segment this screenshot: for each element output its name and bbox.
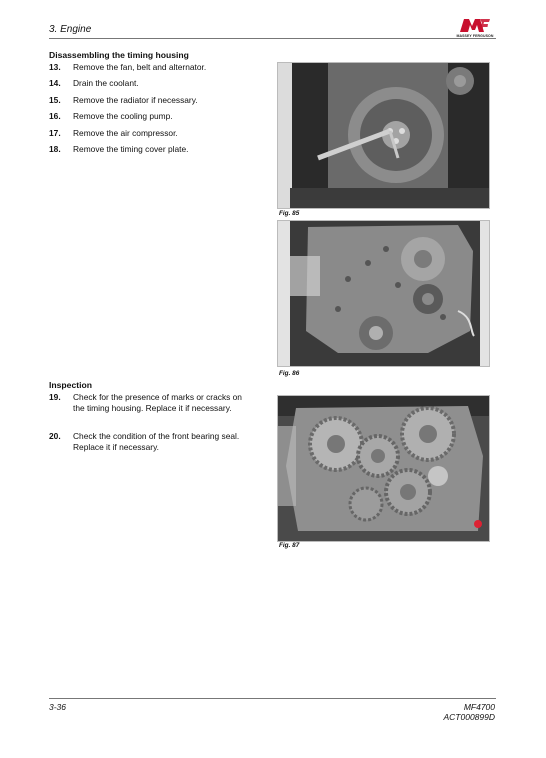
step-text: Remove the timing cover plate. xyxy=(73,144,189,154)
step-19 xyxy=(49,392,254,413)
step-number: 15. xyxy=(49,95,61,105)
step-text: Drain the coolant. xyxy=(73,78,139,88)
page-number: 3-36 xyxy=(49,702,67,712)
step-text: Remove the fan, belt and alternator. xyxy=(73,62,207,72)
figure-85-engine-pulley-photo xyxy=(277,62,490,209)
step-20 xyxy=(49,431,254,452)
figure-86-caption: Fig. 86 xyxy=(279,370,300,377)
footer-divider xyxy=(49,698,496,699)
figure-87-timing-gears-photo xyxy=(277,395,490,542)
step-17 xyxy=(49,128,254,139)
step-14 xyxy=(49,78,254,89)
step-number: 13. xyxy=(49,62,61,72)
step-number: 14. xyxy=(49,78,61,88)
step-number: 18. xyxy=(49,144,61,154)
section-title-inspection: Inspection xyxy=(49,380,92,390)
step-18 xyxy=(49,144,254,155)
section-title-disassembling: Disassembling the timing housing xyxy=(49,50,189,60)
header-divider xyxy=(49,38,496,39)
logo-wordmark: MASSEY FERGUSON xyxy=(456,34,494,38)
footer-model: MF4700 xyxy=(463,702,495,712)
step-16 xyxy=(49,111,254,122)
step-number: 16. xyxy=(49,111,61,121)
step-number: 20. xyxy=(49,431,61,441)
step-text: Remove the radiator if necessary. xyxy=(73,95,198,105)
step-text: Check the condition of the front bearing seal. Replace it if necessary. xyxy=(73,431,240,452)
step-text: Remove the cooling pump. xyxy=(73,111,173,121)
step-text: Check for the presence of marks or cracks on the timing housing. Replace it if necessary. xyxy=(73,392,242,413)
step-15 xyxy=(49,95,254,106)
footer-doc-code: ACT000899D xyxy=(443,712,495,722)
figure-87-caption: Fig. 87 xyxy=(279,542,300,549)
step-number: 17. xyxy=(49,128,61,138)
footer-doc-info xyxy=(443,702,495,722)
step-number: 19. xyxy=(49,392,61,402)
figure-85-caption: Fig. 85 xyxy=(279,210,300,217)
step-text: Remove the air compressor. xyxy=(73,128,178,138)
figure-86-timing-cover-photo xyxy=(277,220,490,367)
step-13 xyxy=(49,62,254,73)
section-header-title: 3. Engine xyxy=(49,24,92,35)
